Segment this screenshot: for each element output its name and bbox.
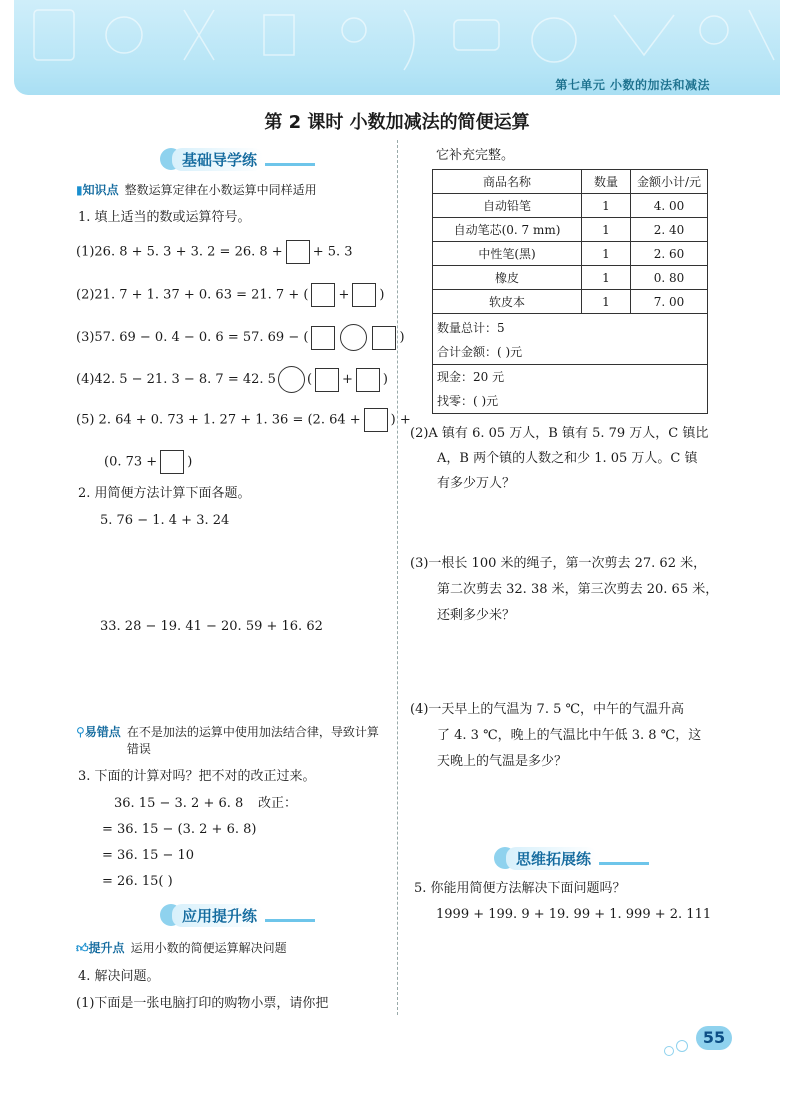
answer-box[interactable]: [356, 368, 380, 392]
question-1-2: (2)21. 7 + 1. 37 + 0. 63 = 21. 7 + ( + ): [76, 283, 384, 307]
operator-circle[interactable]: [278, 366, 305, 393]
answer-box[interactable]: [352, 283, 376, 307]
table-row: 自动笔芯(0. 7 mm) 1 2. 40: [433, 218, 708, 242]
question-3-line-3: = 36. 15 − 10: [102, 848, 195, 863]
receipt-total-amount: 合计金额：( )元: [437, 345, 523, 359]
question-1-3: (3)57. 69 − 0. 4 − 0. 6 = 57. 69 − ( ): [76, 324, 405, 351]
receipt-table: [432, 169, 708, 314]
error-point-tag: ⚲易错点 在不是加法的运算中使用加法结合律，导致计算错误: [76, 725, 379, 756]
receipt-total-qty: 数量总计：5: [437, 321, 505, 335]
answer-box[interactable]: [311, 283, 335, 307]
question-1-5: (5) 2. 64 + 0. 73 + 1. 27 + 1. 36 = (2. 64 + ) +: [76, 408, 411, 432]
book-icon: ▮: [76, 183, 83, 197]
thumbs-up-icon: 👍︎: [76, 941, 89, 955]
answer-box[interactable]: [315, 368, 339, 392]
bubble-icon: [664, 1046, 674, 1056]
question-5-expression: 1999 + 199. 9 + 19. 99 + 1. 999 + 2. 111: [436, 907, 712, 922]
operator-circle[interactable]: [340, 324, 367, 351]
receipt-change: 找零：( )元: [437, 394, 499, 408]
question-4-3: (3)一根长 100 米的绳子，第一次剪去 27. 62 米， 第二次剪去 32. 38 米，第三次剪去 20. 65 米， 还剩多少米？: [410, 556, 719, 623]
question-3-line-2: = 36. 15 − (3. 2 + 6. 8): [102, 822, 257, 837]
receipt-header-row: 商品名称 数量 金额小计/元: [433, 170, 708, 194]
table-row: 软皮本 1 7. 00: [433, 290, 708, 314]
answer-box[interactable]: [160, 450, 184, 474]
lesson-title: 第 2 课时 小数加减法的简便运算: [264, 112, 530, 133]
table-row: 橡皮 1 0. 80: [433, 266, 708, 290]
question-1-1: (1)26. 8 + 5. 3 + 3. 2 = 26. 8 + + 5. 3: [76, 240, 353, 264]
question-1-title: 1. 填上适当的数或运算符号。: [78, 210, 251, 225]
question-4-1-cont: 它补充完整。: [436, 148, 515, 163]
question-5-title: 5. 你能用简便方法解决下面问题吗？: [414, 881, 626, 896]
question-1-5-cont: (0. 73 + ): [104, 450, 192, 474]
unit-label: 第七单元 小数的加法和减法: [555, 78, 710, 92]
magnifier-icon: ⚲: [76, 725, 85, 739]
answer-box[interactable]: [286, 240, 310, 264]
receipt-summary: [432, 314, 708, 414]
bubble-icon: [676, 1040, 688, 1052]
question-2-a: 5. 76 − 1. 4 + 3. 24: [100, 513, 230, 528]
page-number: 55: [696, 1026, 732, 1050]
header-banner: [14, 0, 780, 95]
receipt: [432, 169, 708, 414]
section-basic-heading: 基础导学练: [160, 146, 315, 172]
question-4-2: (2)A 镇有 6. 05 万人，B 镇有 5. 79 万人，C 镇比 A，B 两个镇的人数之和少 1. 05 万人。C 镇 有多少万人？: [410, 426, 709, 491]
question-2-b: 33. 28 − 19. 41 − 20. 59 + 16. 62: [100, 619, 323, 634]
table-row: 中性笔(黑) 1 2. 60: [433, 242, 708, 266]
question-4-title: 4. 解决问题。: [78, 969, 160, 984]
question-1-4: (4)42. 5 − 21. 3 − 8. 7 = 42. 5 ( + ): [76, 366, 388, 393]
question-4-4: (4)一天早上的气温为 7. 5 ℃，中午的气温升高 了 4. 3 ℃，晚上的气温比中午低 3. 8 ℃，这 天晚上的气温是多少？: [410, 702, 702, 769]
answer-box[interactable]: [372, 326, 396, 350]
question-3-line-4: = 26. 15( ): [102, 874, 173, 889]
question-3-title: 3. 下面的计算对吗？把不对的改正过来。: [78, 769, 316, 784]
section-apply-heading: 应用提升练: [160, 902, 315, 928]
answer-box[interactable]: [311, 326, 335, 350]
question-3-line-1: 36. 15 − 3. 2 + 6. 8: [114, 796, 244, 811]
question-3-fix-label: 改正：: [258, 796, 298, 811]
knowledge-point-tag: ▮知识点 整数运算定律在小数运算中同样适用: [76, 183, 317, 197]
section-extend-heading: 思维拓展练: [494, 845, 649, 871]
answer-box[interactable]: [364, 408, 388, 432]
column-divider: [397, 140, 398, 1015]
improve-point-tag: 👍︎提升点 运用小数的简便运算解决问题: [76, 941, 287, 955]
question-2-title: 2. 用简便方法计算下面各题。: [78, 486, 251, 501]
receipt-cash: 现金：20 元: [433, 364, 707, 389]
table-row: 自动铅笔 1 4. 00: [433, 194, 708, 218]
question-4-1: (1)下面是一张电脑打印的购物小票，请你把: [76, 996, 329, 1011]
